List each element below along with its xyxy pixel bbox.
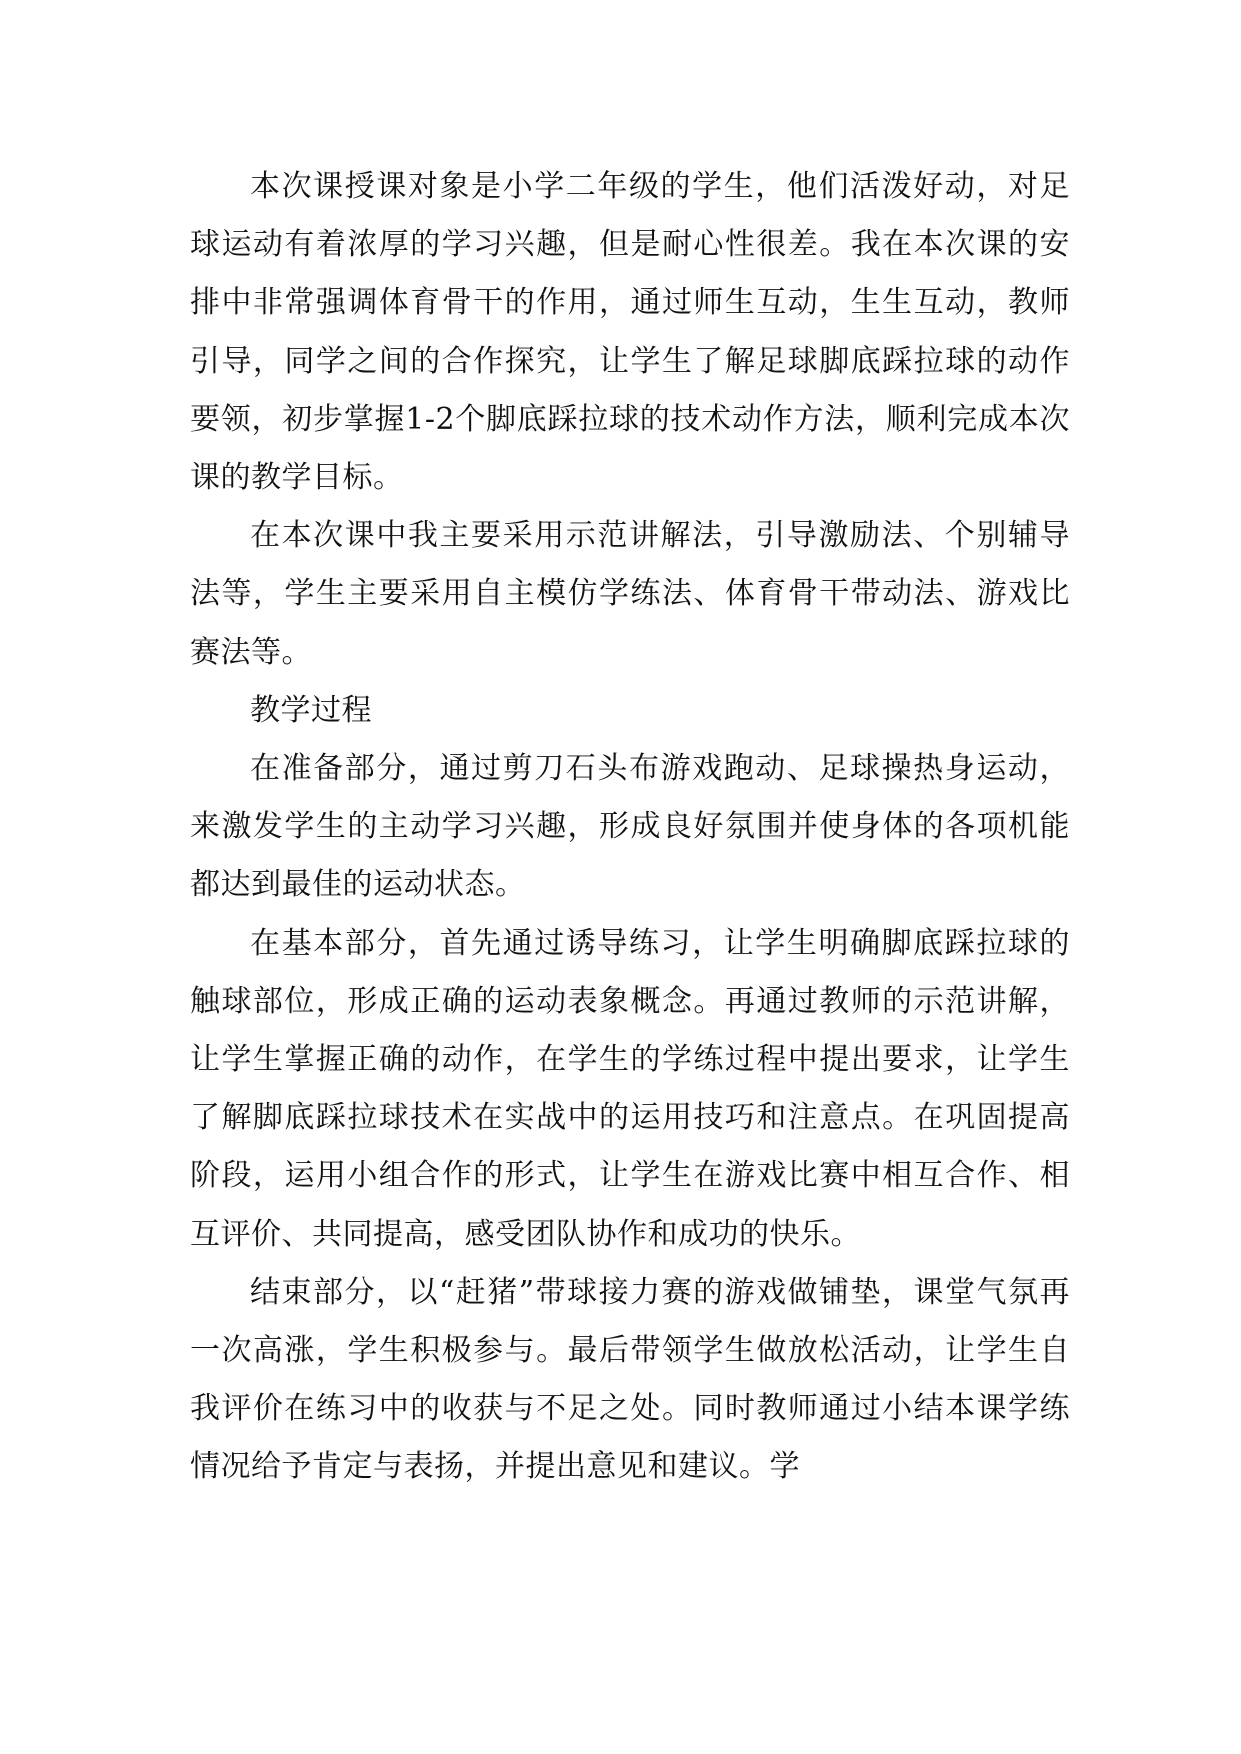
paragraph-basic-part: 在基本部分，首先通过诱导练习，让学生明确脚底踩拉球的触球部位，形成正确的运动表象概念。再通过教师的示范讲解，让学生掌握正确的动作，在学生的学练过程中提出要求，让学生了解脚底踩拉球技术在实战中的运用技巧和注意点。在巩固提高阶段，运用小组合作的形式，让学生在游戏比赛中相互合作、相互评价、共同提高，感受团队协作和成功的快乐。	[190, 925, 1070, 1252]
paragraph-audience: 本次课授课对象是小学二年级的学生，他们活泼好动，对足球运动有着浓厚的学习兴趣，但是耐心性很差。我在本次课的安排中非常强调体育骨干的作用，通过师生互动，生生互动，教师引导，同学之间的合作探究，让学生了解足球脚底踩拉球的动作要领，初步掌握1-2个脚底踩拉球的技术动作方法，顺利完成本次课的教学目标。	[190, 169, 1070, 496]
document-body	[190, 158, 1070, 1497]
paragraph-ending-part: 结束部分，以“赶猪”带球接力赛的游戏做铺垫，课堂气氛再一次高涨，学生积极参与。最后带领学生做放松活动，让学生自我评价在练习中的收获与不足之处。同时教师通过小结本课学练情况给予肯定与表扬，并提出意见和建议。学	[190, 1274, 1070, 1485]
paragraph-methods: 在本次课中我主要采用示范讲解法，引导激励法、个别辅导法等，学生主要采用自主模仿学练法、体育骨干带动法、游戏比赛法等。	[190, 518, 1070, 670]
section-heading-teaching-process: 教学过程	[250, 692, 372, 728]
paragraph-preparation: 在准备部分，通过剪刀石头布游戏跑动、足球操热身运动，来激发学生的主动学习兴趣，形成良好氛围并使身体的各项机能都达到最佳的运动状态。	[190, 751, 1070, 903]
